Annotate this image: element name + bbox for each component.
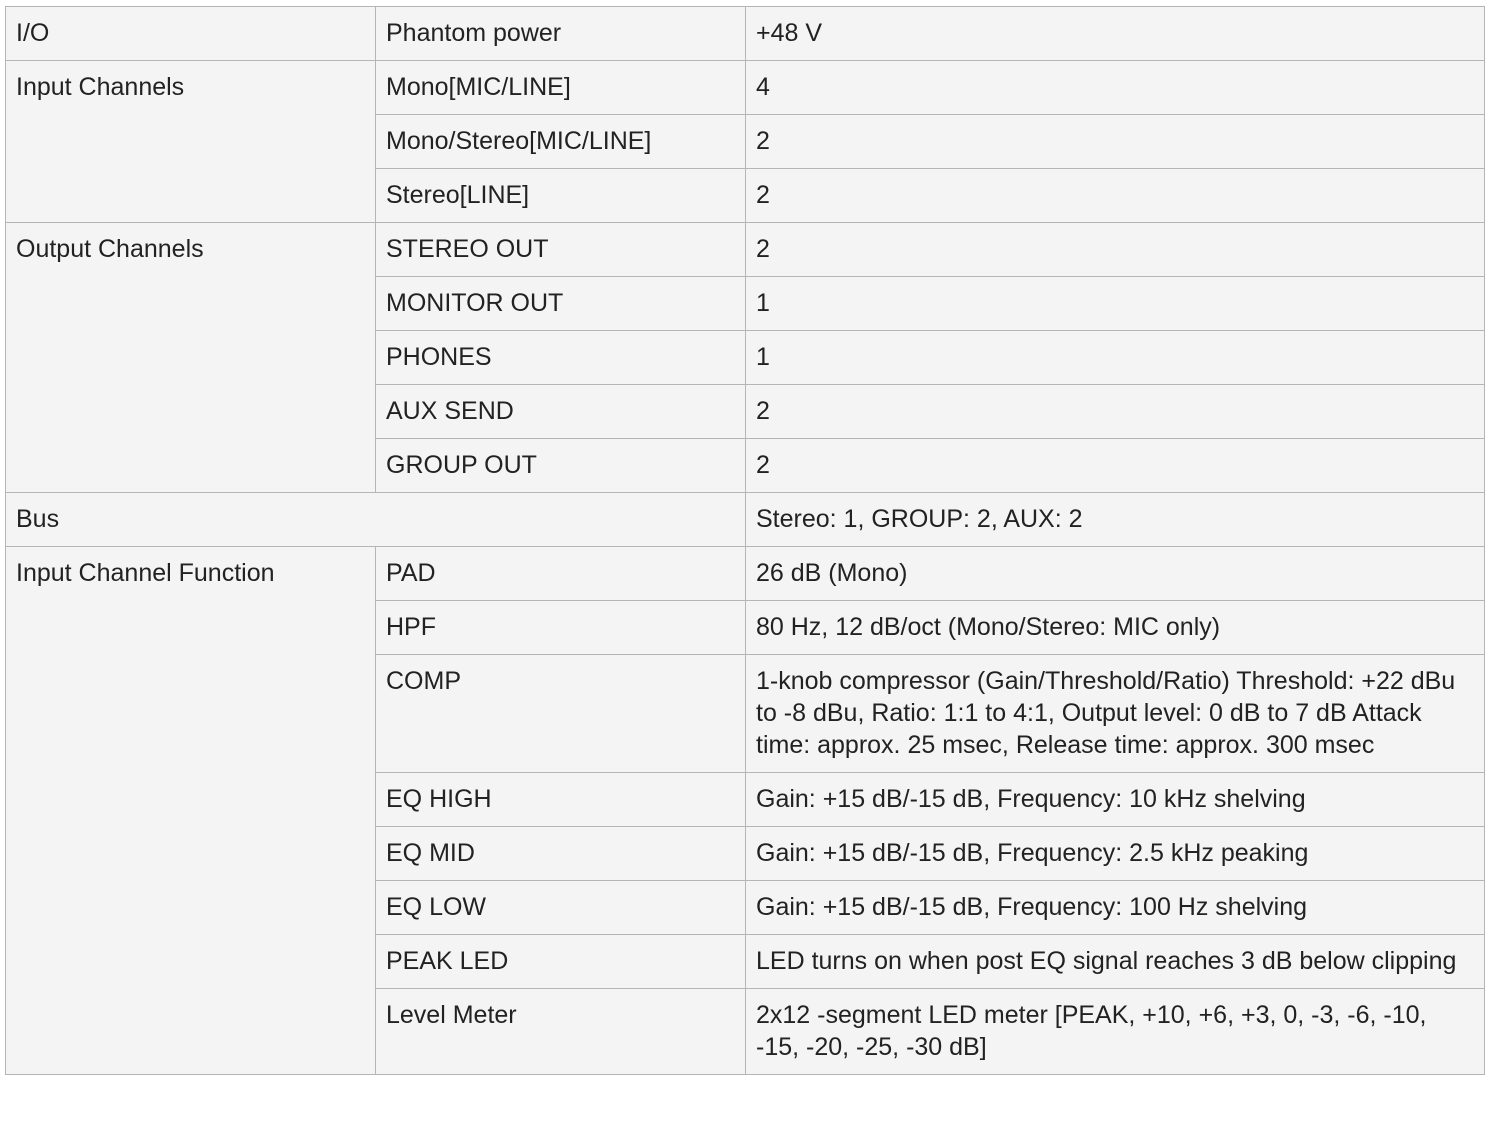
item-value: 26 dB (Mono) xyxy=(746,547,1485,601)
category-output-channels: Output Channels xyxy=(6,223,376,493)
item-value: Gain: +15 dB/-15 dB, Frequency: 100 Hz shelving xyxy=(746,881,1485,935)
item-value: 2 xyxy=(746,115,1485,169)
item-name: PAD xyxy=(376,547,746,601)
item-value: 80 Hz, 12 dB/oct (Mono/Stereo: MIC only) xyxy=(746,601,1485,655)
item-value: Stereo: 1, GROUP: 2, AUX: 2 xyxy=(746,493,1485,547)
table-row xyxy=(6,223,1485,277)
item-value: 1 xyxy=(746,331,1485,385)
item-name: Level Meter xyxy=(376,989,746,1075)
table-row xyxy=(6,493,1485,547)
item-value: 4 xyxy=(746,61,1485,115)
item-name: COMP xyxy=(376,655,746,773)
item-name: Stereo[LINE] xyxy=(376,169,746,223)
item-value: 2 xyxy=(746,439,1485,493)
item-name: HPF xyxy=(376,601,746,655)
category-input-channel-function: Input Channel Function xyxy=(6,547,376,1075)
table-row xyxy=(6,547,1485,601)
item-value: 1 xyxy=(746,277,1485,331)
item-name: Mono[MIC/LINE] xyxy=(376,61,746,115)
item-name: MONITOR OUT xyxy=(376,277,746,331)
item-value: 2 xyxy=(746,169,1485,223)
item-name: STEREO OUT xyxy=(376,223,746,277)
item-name: AUX SEND xyxy=(376,385,746,439)
item-name: PHONES xyxy=(376,331,746,385)
category-bus: Bus xyxy=(6,493,746,547)
table-row xyxy=(6,61,1485,115)
item-name: EQ LOW xyxy=(376,881,746,935)
category-input-channels: Input Channels xyxy=(6,61,376,223)
item-name: Phantom power xyxy=(376,7,746,61)
item-value: 2 xyxy=(746,385,1485,439)
item-name: PEAK LED xyxy=(376,935,746,989)
item-name: EQ MID xyxy=(376,827,746,881)
item-value: 2x12 -segment LED meter [PEAK, +10, +6, +3, 0, -3, -6, -10, -15, -20, -25, -30 dB] xyxy=(746,989,1485,1075)
item-value: 1-knob compressor (Gain/Threshold/Ratio) Threshold: +22 dBu to -8 dBu, Ratio: 1:1 to 4:1, Output level: 0 dB to 7 dB Attack time: approx. 25 msec, Release time: approx. 300 msec xyxy=(746,655,1485,773)
item-value: Gain: +15 dB/-15 dB, Frequency: 10 kHz shelving xyxy=(746,773,1485,827)
item-value: Gain: +15 dB/-15 dB, Frequency: 2.5 kHz peaking xyxy=(746,827,1485,881)
table-row xyxy=(6,7,1485,61)
item-value: LED turns on when post EQ signal reaches 3 dB below clipping xyxy=(746,935,1485,989)
category-io: I/O xyxy=(6,7,376,61)
item-name: EQ HIGH xyxy=(376,773,746,827)
item-value: +48 V xyxy=(746,7,1485,61)
item-value: 2 xyxy=(746,223,1485,277)
item-name: Mono/Stereo[MIC/LINE] xyxy=(376,115,746,169)
item-name: GROUP OUT xyxy=(376,439,746,493)
specifications-table xyxy=(5,6,1485,1075)
